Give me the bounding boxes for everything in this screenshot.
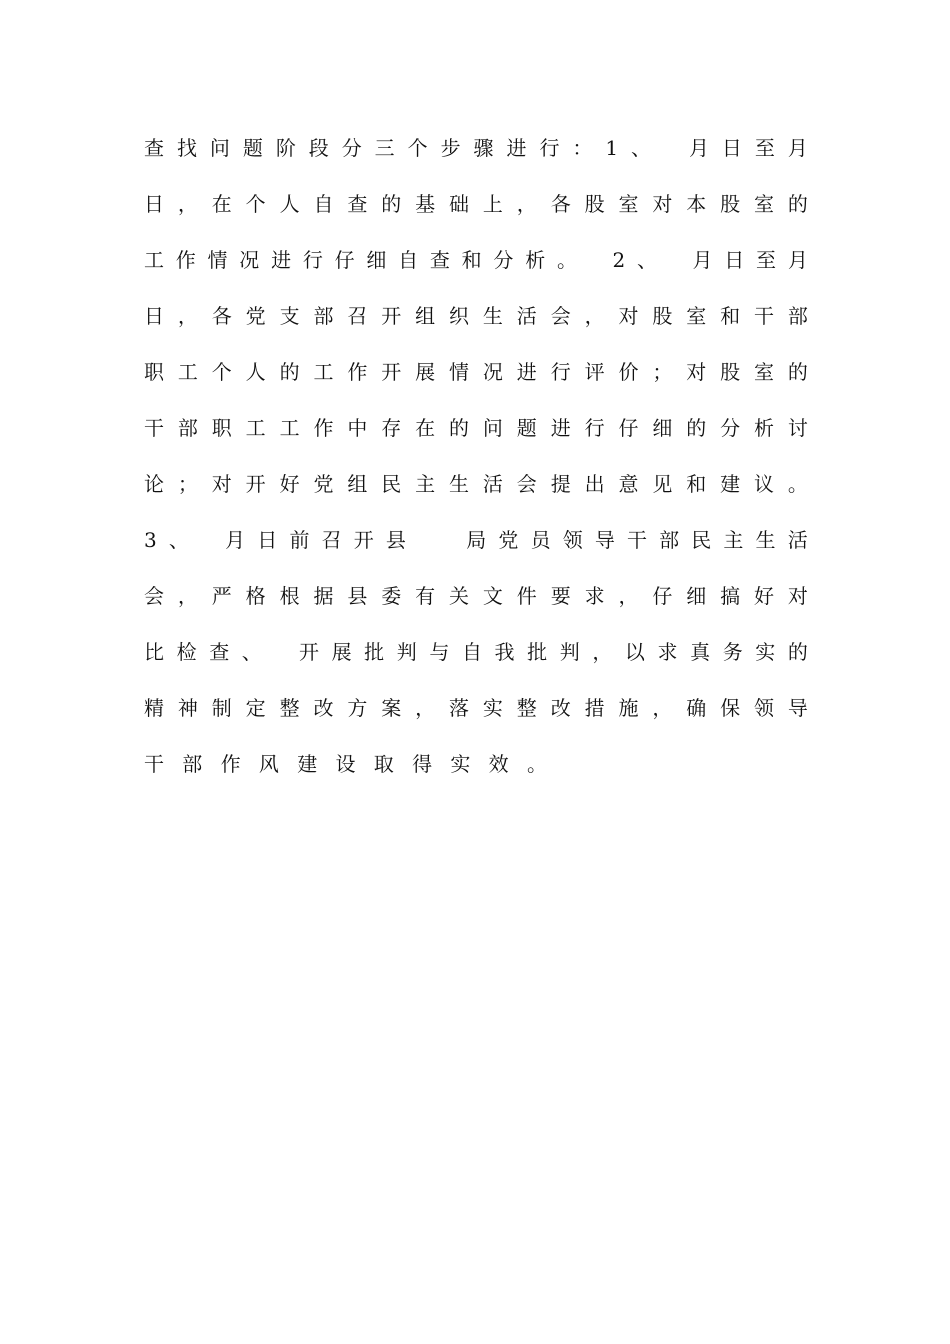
glyph: 仔 (334, 248, 355, 272)
glyph: 会 (550, 304, 571, 328)
glyph: 整 (279, 696, 300, 720)
glyph: 主 (415, 472, 436, 496)
glyph: 的 (381, 192, 402, 216)
glyph: 和 (686, 472, 707, 496)
glyph (418, 512, 430, 568)
glyph: 召 (321, 528, 342, 552)
glyph: 以 (624, 640, 645, 664)
glyph: 3 (144, 528, 157, 552)
glyph: 题 (242, 136, 263, 160)
glyph: 至 (756, 248, 777, 272)
glyph: 分 (341, 136, 362, 160)
glyph: 股 (720, 360, 741, 384)
text-line (144, 456, 808, 512)
glyph: 领 (562, 528, 583, 552)
glyph: 落 (449, 696, 470, 720)
glyph: 会 (516, 472, 537, 496)
glyph: 党 (313, 472, 334, 496)
glyph: ， (584, 304, 605, 328)
glyph: 月 (688, 136, 709, 160)
glyph: 设 (335, 752, 356, 776)
glyph: 查 (429, 248, 450, 272)
glyph: 好 (754, 584, 775, 608)
glyph: 支 (279, 304, 300, 328)
glyph: 室 (686, 304, 707, 328)
glyph: 组 (347, 472, 368, 496)
glyph: 活 (482, 472, 503, 496)
glyph: 进 (516, 360, 537, 384)
glyph: 展 (415, 360, 436, 384)
glyph: 建 (297, 752, 318, 776)
glyph: 人 (279, 192, 300, 216)
glyph: 室 (754, 360, 775, 384)
glyph: 民 (691, 528, 712, 552)
text-line (144, 120, 808, 176)
text-line (144, 288, 808, 344)
glyph (664, 120, 676, 176)
glyph: 在 (211, 192, 232, 216)
glyph: 召 (347, 304, 368, 328)
glyph: 改 (313, 696, 334, 720)
glyph: 我 (494, 640, 515, 664)
glyph (201, 512, 213, 568)
glyph: 导 (594, 528, 615, 552)
glyph: ： (572, 136, 593, 160)
glyph: 自 (461, 640, 482, 664)
glyph: 问 (482, 416, 503, 440)
glyph (669, 232, 681, 288)
glyph: 方 (347, 696, 368, 720)
glyph: ， (516, 192, 537, 216)
glyph: 检 (176, 640, 197, 664)
glyph: 制 (211, 696, 232, 720)
glyph: 个 (245, 192, 266, 216)
glyph: 个 (407, 136, 428, 160)
glyph: 工 (279, 416, 300, 440)
glyph: 出 (584, 472, 605, 496)
glyph: 求 (584, 584, 605, 608)
glyph: 干 (144, 752, 164, 776)
glyph: 的 (787, 640, 808, 664)
body-paragraph (144, 120, 808, 792)
glyph: 月 (787, 248, 808, 272)
glyph: 求 (657, 640, 678, 664)
glyph: 要 (550, 584, 571, 608)
glyph: 和 (720, 304, 741, 328)
glyph: 进 (271, 248, 292, 272)
glyph: 行 (550, 360, 571, 384)
glyph: 严 (211, 584, 232, 608)
glyph: 基 (415, 192, 436, 216)
glyph: 股 (720, 192, 741, 216)
glyph: 定 (245, 696, 266, 720)
glyph: 日 (724, 248, 745, 272)
glyph: 部 (659, 528, 680, 552)
glyph: 实 (755, 640, 776, 664)
glyph: ， (415, 696, 436, 720)
glyph: 三 (374, 136, 395, 160)
glyph: 风 (258, 752, 279, 776)
glyph: 细 (652, 416, 673, 440)
glyph: 干 (144, 416, 164, 440)
glyph: 价 (618, 360, 639, 384)
glyph: 神 (177, 696, 198, 720)
glyph: 部 (182, 752, 203, 776)
glyph: 各 (211, 304, 232, 328)
glyph: 室 (618, 192, 639, 216)
glyph: 整 (516, 696, 537, 720)
glyph: 判 (396, 640, 417, 664)
glyph (589, 232, 601, 288)
glyph: 室 (754, 192, 775, 216)
glyph: 行 (584, 416, 605, 440)
glyph: 情 (207, 248, 228, 272)
glyph: 部 (177, 416, 198, 440)
glyph: 根 (279, 584, 300, 608)
glyph: 务 (722, 640, 743, 664)
glyph: 对 (652, 192, 673, 216)
glyph: 真 (690, 640, 711, 664)
glyph: 作 (313, 416, 334, 440)
glyph: 讨 (787, 416, 808, 440)
glyph: 确 (686, 696, 707, 720)
glyph: 效 (488, 752, 509, 776)
glyph: 案 (381, 696, 402, 720)
text-line (144, 512, 808, 568)
text-line (144, 624, 808, 680)
glyph (442, 512, 454, 568)
text-line (144, 232, 808, 288)
glyph: 人 (245, 360, 266, 384)
glyph: 工 (245, 416, 266, 440)
glyph: 批 (364, 640, 385, 664)
glyph: 开 (381, 304, 402, 328)
glyph: 提 (550, 472, 571, 496)
glyph: ， (592, 640, 613, 664)
glyph: 的 (787, 360, 808, 384)
text-line (144, 568, 808, 624)
glyph: 本 (686, 192, 707, 216)
glyph: 查 (209, 640, 230, 664)
glyph: 措 (584, 696, 605, 720)
glyph: 自 (313, 192, 334, 216)
glyph: 1 (605, 136, 619, 160)
glyph: 生 (482, 304, 503, 328)
glyph: 情 (449, 360, 470, 384)
glyph: 精 (144, 696, 164, 720)
glyph: 步 (440, 136, 461, 160)
glyph: 导 (787, 696, 808, 720)
glyph: 开 (353, 528, 374, 552)
glyph: 格 (245, 584, 266, 608)
glyph: 部 (313, 304, 334, 328)
glyph: 月 (787, 136, 808, 160)
glyph: 领 (754, 696, 775, 720)
glyph: 开 (245, 472, 266, 496)
glyph: 展 (331, 640, 352, 664)
glyph: 仔 (618, 416, 639, 440)
glyph: 、 (168, 528, 189, 552)
glyph: 活 (516, 304, 537, 328)
glyph: 局 (466, 528, 487, 552)
glyph: 分 (493, 248, 514, 272)
glyph: 搞 (720, 584, 741, 608)
glyph: 段 (308, 136, 329, 160)
glyph: 股 (652, 304, 673, 328)
glyph: 组 (415, 304, 436, 328)
glyph: 生 (755, 528, 776, 552)
glyph: 月 (225, 528, 246, 552)
glyph: ， (177, 584, 198, 608)
glyph: 至 (754, 136, 775, 160)
glyph: 的 (279, 360, 300, 384)
glyph (274, 624, 286, 680)
glyph: 职 (211, 416, 232, 440)
glyph: 据 (313, 584, 334, 608)
glyph: 日 (257, 528, 278, 552)
glyph: 和 (461, 248, 482, 272)
glyph: 开 (381, 360, 402, 384)
glyph: 论 (144, 472, 164, 496)
glyph: 个 (211, 360, 232, 384)
glyph: 施 (618, 696, 639, 720)
glyph: 的 (787, 192, 808, 216)
glyph: 意 (618, 472, 639, 496)
glyph: 作 (175, 248, 196, 272)
glyph: 查 (347, 192, 368, 216)
glyph: 存 (381, 416, 402, 440)
glyph: 判 (559, 640, 580, 664)
glyph: 细 (366, 248, 387, 272)
glyph: 问 (209, 136, 230, 160)
text-line (144, 344, 808, 400)
glyph: 工 (177, 360, 198, 384)
text-line (144, 736, 808, 792)
glyph: 建 (720, 472, 741, 496)
glyph: 作 (220, 752, 241, 776)
glyph: 、 (636, 248, 657, 272)
glyph: 各 (550, 192, 571, 216)
glyph: 县 (347, 584, 368, 608)
glyph: 委 (381, 584, 402, 608)
glyph: 股 (584, 192, 605, 216)
glyph: 织 (449, 304, 470, 328)
glyph: 取 (373, 752, 394, 776)
glyph: 开 (298, 640, 319, 664)
glyph: 实 (450, 752, 471, 776)
glyph: 主 (723, 528, 744, 552)
glyph: 有 (415, 584, 436, 608)
glyph: 生 (449, 472, 470, 496)
glyph: 工 (313, 360, 334, 384)
text-line (144, 176, 808, 232)
glyph: 进 (506, 136, 527, 160)
glyph: 活 (787, 528, 808, 552)
glyph: 、 (241, 640, 262, 664)
glyph: 文 (482, 584, 503, 608)
glyph: 日 (144, 304, 164, 328)
glyph: 找 (176, 136, 197, 160)
glyph: 进 (550, 416, 571, 440)
glyph: 中 (347, 416, 368, 440)
glyph: 况 (239, 248, 260, 272)
text-line (144, 400, 808, 456)
glyph: 议 (754, 472, 775, 496)
glyph: 行 (302, 248, 323, 272)
glyph: 础 (449, 192, 470, 216)
glyph: 干 (754, 304, 775, 328)
glyph: 得 (412, 752, 433, 776)
glyph: 实 (482, 696, 503, 720)
glyph: 日 (144, 192, 164, 216)
glyph: 对 (787, 584, 808, 608)
glyph: 对 (686, 360, 707, 384)
glyph: 干 (626, 528, 647, 552)
glyph: 自 (398, 248, 419, 272)
glyph: 好 (279, 472, 300, 496)
glyph: 题 (516, 416, 537, 440)
glyph: 会 (144, 584, 164, 608)
glyph: 。 (787, 472, 808, 496)
glyph: 骤 (473, 136, 494, 160)
glyph: 件 (516, 584, 537, 608)
glyph: 与 (429, 640, 450, 664)
glyph: 况 (482, 360, 503, 384)
glyph: 改 (550, 696, 571, 720)
glyph: 评 (584, 360, 605, 384)
glyph: 作 (347, 360, 368, 384)
glyph: 仔 (652, 584, 673, 608)
glyph: ， (618, 584, 639, 608)
glyph: 关 (449, 584, 470, 608)
glyph: 部 (787, 304, 808, 328)
glyph: 日 (721, 136, 742, 160)
glyph: 析 (754, 416, 775, 440)
glyph: 的 (449, 416, 470, 440)
glyph: 阶 (275, 136, 296, 160)
glyph: 见 (652, 472, 673, 496)
glyph: 比 (144, 640, 164, 664)
glyph: 员 (530, 528, 551, 552)
glyph: 2 (612, 248, 626, 272)
glyph: 细 (686, 584, 707, 608)
glyph: ， (177, 192, 198, 216)
glyph: 前 (289, 528, 310, 552)
glyph: 上 (482, 192, 503, 216)
glyph: ； (177, 472, 198, 496)
glyph: 分 (720, 416, 741, 440)
glyph: 工 (144, 248, 164, 272)
glyph: 保 (720, 696, 741, 720)
text-line (144, 680, 808, 736)
glyph: 月 (692, 248, 713, 272)
glyph: 析 (525, 248, 546, 272)
glyph: ； (652, 360, 673, 384)
glyph: 党 (498, 528, 519, 552)
glyph: 在 (415, 416, 436, 440)
glyph: 。 (526, 752, 547, 776)
glyph: 行 (539, 136, 560, 160)
glyph: 批 (527, 640, 548, 664)
glyph: ， (177, 304, 198, 328)
glyph: 、 (631, 136, 652, 160)
glyph: 查 (144, 136, 164, 160)
glyph: 职 (144, 360, 164, 384)
glyph: 对 (618, 304, 639, 328)
glyph: 的 (686, 416, 707, 440)
glyph: 对 (211, 472, 232, 496)
glyph: 民 (381, 472, 402, 496)
glyph: 县 (385, 528, 406, 552)
glyph: 党 (245, 304, 266, 328)
glyph: ， (652, 696, 673, 720)
glyph: 。 (556, 248, 577, 272)
